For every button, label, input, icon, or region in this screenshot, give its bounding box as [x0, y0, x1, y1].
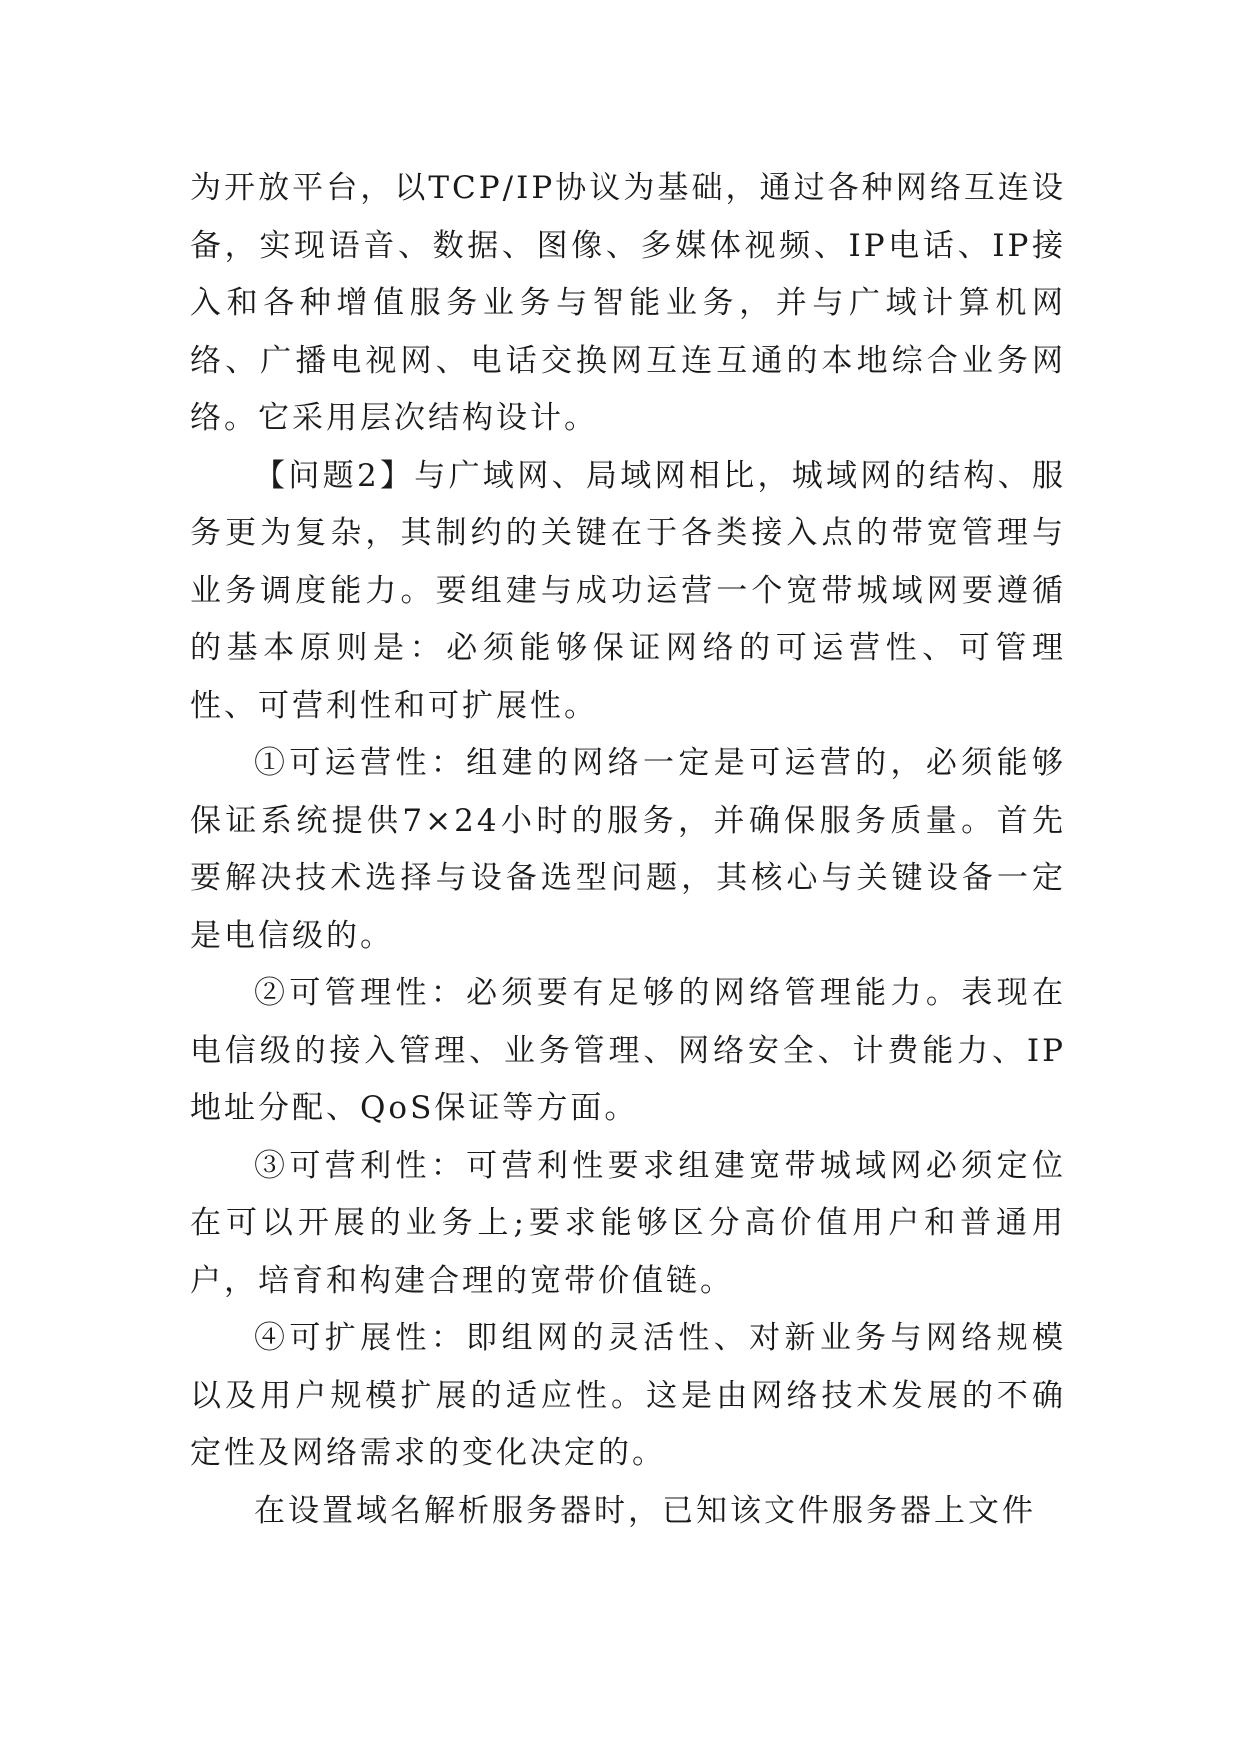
paragraph-question-2: 【问题2】与广域网、局域网相比，城域网的结构、服务更为复杂，其制约的关键在于各类接入点的带宽管理与业务调度能力。要组建与成功运营一个宽带城域网要遵循的基本原则是：必须能够保证网络的可运营性、可管理性、可营利性和可扩展性。: [190, 457, 1066, 724]
paragraph-manageability: ②可管理性：必须要有足够的网络管理能力。表现在电信级的接入管理、业务管理、网络安全、计费能力、IP地址分配、QoS保证等方面。: [190, 975, 1066, 1126]
document-body: [190, 160, 1066, 1540]
paragraph-intro: 为开放平台，以TCP/IP协议为基础，通过各种网络互连设备，实现语音、数据、图像、多媒体视频、IP电话、IP接入和各种增值服务业务与智能业务，并与广域计算机网络、广播电视网、电话交换网互连互通的本地综合业务网络。它采用层次结构设计。: [190, 170, 1066, 436]
paragraph-operability: ①可运营性：组建的网络一定是可运营的，必须能够保证系统提供7×24小时的服务，并确保服务质量。首先要解决技术选择与设备选型问题，其核心与关键设备一定是电信级的。: [190, 745, 1066, 954]
paragraph-dns-setup: 在设置域名解析服务器时，已知该文件服务器上文件: [254, 1492, 1036, 1529]
paragraph-profitability: ③可营利性：可营利性要求组建宽带城域网必须定位在可以开展的业务上;要求能够区分高价值用户和普通用户，培育和构建合理的宽带价值链。: [190, 1147, 1066, 1299]
paragraph-scalability: ④可扩展性：即组网的灵活性、对新业务与网络规模以及用户规模扩展的适应性。这是由网络技术发展的不确定性及网络需求的变化决定的。: [190, 1320, 1066, 1471]
